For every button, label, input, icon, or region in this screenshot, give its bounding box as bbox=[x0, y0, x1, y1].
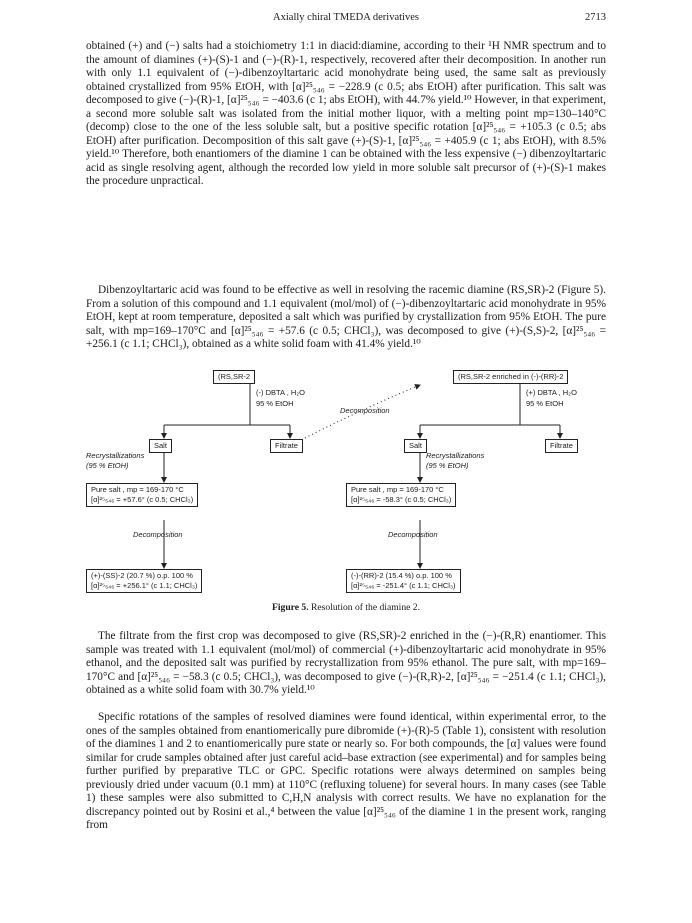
paragraph-1 bbox=[86, 40, 606, 189]
filtrate-left-label: Filtrate bbox=[275, 441, 298, 450]
product-box-right bbox=[346, 569, 461, 593]
paragraph-2-text: Dibenzoyltartaric acid was found to be effective as well in resolving the racemic diamine (RS,SR)-2 (Figure 5). From a solution of this compound and 1.1 equivalent (mol/mol) of (−)-dibenzoyltartaric acid monohydrate in 95% EtOH, kept at room temperature, deposited a salt which was purified by crystallization from 95% EtOH. The pure salt, with mp=169–170°C and [α]²⁵₅₄₆ = +57.6 (c 0.5; CHCl₃), was decomposed to give (+)-(S,S)-2, [α]²⁵₅₄₆ = +256.1 (c 1.1; CHCl₃), obtained as a white solid foam with 41.4% yield.¹⁰ bbox=[86, 284, 606, 350]
paragraph-3 bbox=[86, 630, 606, 698]
pure-salt-box-right bbox=[346, 483, 456, 507]
reagent-right-1: (+) DBTA , H₂O bbox=[526, 388, 577, 397]
page-number: 2713 bbox=[585, 12, 606, 23]
paragraph-4 bbox=[86, 711, 606, 833]
decomp-left-label: Decomposition bbox=[133, 530, 183, 539]
filtrate-right-label: Filtrate bbox=[550, 441, 573, 450]
prod-right-line-2: [α]²⁵₅₄₆ = -251.4° (c 1.1; CHCl₃) bbox=[351, 581, 456, 590]
filtrate-box-right bbox=[545, 439, 578, 453]
pure-right-line-2: [α]²⁵₅₄₆ = -58.3° (c 0.5; CHCl₃) bbox=[351, 495, 452, 504]
prod-left-line-1: (+)-(SS)-2 (20.7 %) o.p. 100 % bbox=[91, 571, 193, 580]
decomp-right-label: Decomposition bbox=[388, 530, 438, 539]
salt-right-label: Salt bbox=[409, 441, 422, 450]
start-left-label: (RS,SR-2 bbox=[218, 372, 251, 381]
start-right-label: (RS,SR-2 enriched in (-)-(RR)-2 bbox=[458, 372, 564, 381]
recryst-right-2: (95 % EtOH) bbox=[426, 461, 469, 470]
pure-left-line-2: [α]²⁵₅₄₆ = +57.6° (c 0.5; CHCl₃) bbox=[91, 495, 194, 504]
prod-left-line-2: [α]²⁵₅₄₆ = +256.1° (c 1.1; CHCl₃) bbox=[91, 581, 198, 590]
recryst-right-1: Recrystallizations bbox=[426, 451, 485, 460]
figure-caption-text: Resolution of the diamine 2. bbox=[311, 602, 420, 613]
figure-label: Figure 5. bbox=[272, 602, 309, 613]
reagent-left-2: 95 % EtOH bbox=[256, 399, 294, 408]
paragraph-4-text: Specific rotations of the samples of resolved diamines were found identical, within experimental error, to the ones of the samples obtained from enantiomerically pure dibromide (+)-(R)-5 (Table 1), consistent with resolution of the diamines 1 and 2 to enantiomerically pure state or nearly so. For both compounds, the [α] values were found similar for crude samples obtained after just careful acid–base extraction (see experimental) and for samples being further purified by preparative TLC or GPC. Specific rotations were always determined on samples being previously dried under vacuum (0.1 mm) at 110°C (refluxing toluene) for several hours. In many cases (see Table 1) these samples were also submitted to C,H,N analysis with correct results. We have no explanation for the discrepancy pointed out by Rosini et al.,⁴ between the value [α]²⁵₅₄₆ of the diamine 1 in the present work, ranging from bbox=[86, 711, 606, 831]
salt-box-right bbox=[404, 439, 427, 453]
salt-left-label: Salt bbox=[154, 441, 167, 450]
prod-right-line-1: (-)-(RR)-2 (15.4 %) o.p. 100 % bbox=[351, 571, 452, 580]
start-box-right bbox=[453, 370, 568, 384]
figure-caption bbox=[0, 602, 692, 613]
filtrate-box-left bbox=[270, 439, 303, 453]
salt-box-left bbox=[149, 439, 172, 453]
reagent-right-2: 95 % EtOH bbox=[526, 399, 564, 408]
pure-right-line-1: Pure salt , mp = 169-170 °C bbox=[351, 485, 444, 494]
paragraph-3-text: The filtrate from the first crop was decomposed to give (RS,SR)-2 enriched in the (−)-(R,R) enantiomer. This sample was treated with 1.1 equivalent (mol/mol) of commercial (+)-dibenzoyltartaric acid monohydrate in 95% ethanol, and the deposited salt was purified by recrystallization from 95% ethanol. The pure salt, with mp=169–170°C and [α]²⁵₅₄₆ = −58.3 (c 0.5; CHCl₃), was decomposed to give (−)-(R,R)-2, [α]²⁵₅₄₆ = −251.4 (c 1.1; CHCl₃), obtained as a white solid foam with 30.7% yield.¹⁰ bbox=[86, 630, 606, 696]
pure-left-line-1: Pure salt , mp = 169-170 °C bbox=[91, 485, 184, 494]
recryst-left-2: (95 % EtOH) bbox=[86, 461, 129, 470]
reagent-left-1: (-) DBTA , H₂O bbox=[256, 388, 306, 397]
paragraph-2 bbox=[86, 284, 606, 352]
paragraph-1-text: obtained (+) and (−) salts had a stoichiometry 1:1 in diacid:diamine, according to their ¹H NMR spectrum and to the amount of diamines (+)-(S)-1 and (−)-(R)-1, respectively, recovered after their decomposition. In another run with only 1.1 equivalent of (−)-dibenzoyltartaric acid monohydrate being used, the same salt as previously obtained crystallized from 95% EtOH, with [α]²⁵₅₄₆ = −228.9 (c 0.5; abs EtOH) after purification. This salt was decomposed to give (−)-(R)-1, [α]²⁵₅₄₆ = −403.6 (c 1; abs EtOH), with 44.7% yield.¹⁰ However, in that experiment, a second more soluble salt was isolated from the initial mother liquor, with a melting point mp=130–140°C (decomp) close to the one of the less soluble salt, but a positive specific rotation [α]²⁵₅₄₆ = +105.3 (c 0.5; abs EtOH) after purification. Decomposition of this salt gave (+)-(S)-1, [α]²⁵₅₄₆ = +405.9 (c 1; abs EtOH), with 8.5% yield.¹⁰ Therefore, both enantiomers of the diamine 1 can be obtained with the less expensive (−) dibenzoyltartaric acid as single resolving agent, although the recorded low yield in more soluble salt precursor of (+)-(S)-1 makes the procedure unpractical. bbox=[86, 40, 606, 187]
product-box-left bbox=[86, 569, 202, 593]
decomposition-mid-label: Decomposition bbox=[340, 406, 390, 415]
running-title: Axially chiral TMEDA derivatives bbox=[273, 12, 419, 23]
recryst-left-1: Recrystallizations bbox=[86, 451, 145, 460]
start-box-left bbox=[213, 370, 255, 384]
pure-salt-box-left bbox=[86, 483, 198, 507]
